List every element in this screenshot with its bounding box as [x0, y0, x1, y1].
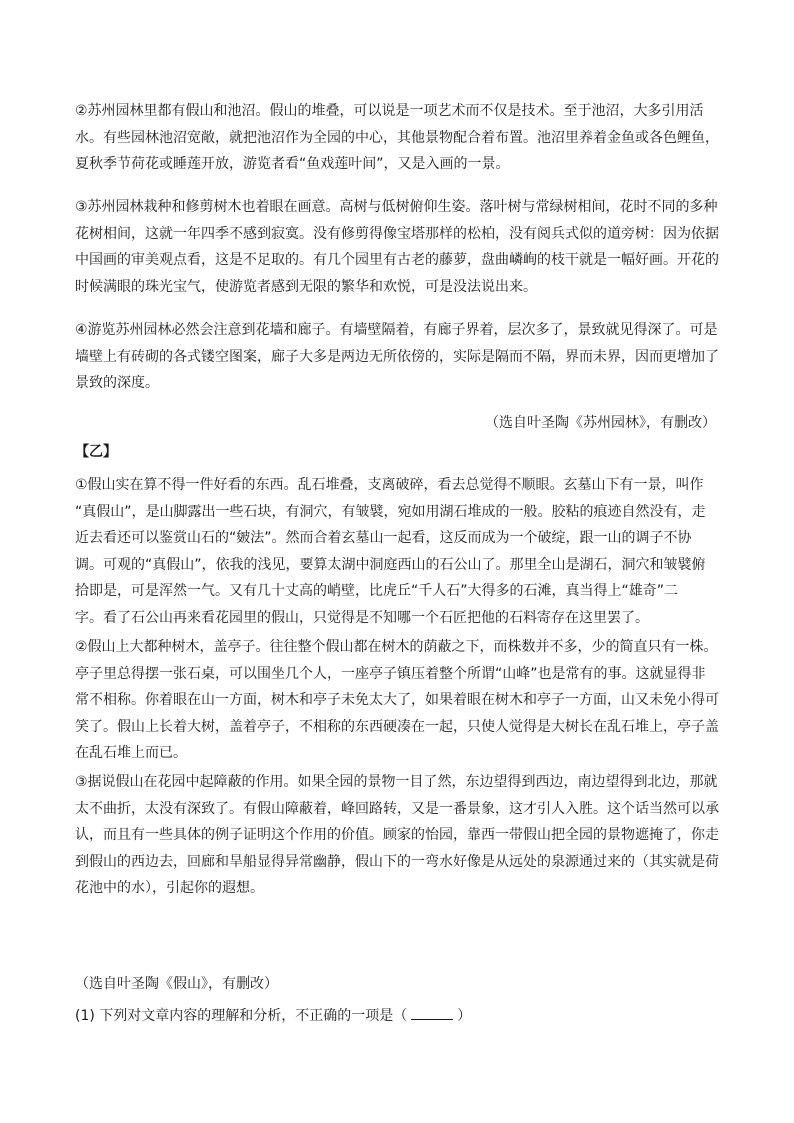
paragraph-yi-2: [75, 634, 725, 767]
question-1: [75, 1003, 471, 1029]
question-suffix: ）: [457, 1008, 472, 1024]
text-line: ①假山实在算不得一件好看的东西。乱石堆叠，支离破碎，看去总觉得不顺眼。玄墓山下有一景，叫作: [75, 477, 704, 493]
source-citation-jia: （选自叶圣陶《苏州园林》，有删改）: [485, 415, 716, 431]
text-line: 中国画的审美观点看，这是不足取的。有几个园里有古老的藤萝，盘曲嶙峋的枝干就是一幅好画。开花的: [75, 252, 719, 269]
text-line: 景致的深度。: [75, 375, 159, 392]
section-heading-yi: 【乙】: [75, 444, 117, 460]
text-line: 拾即是，可是浑然一气。又有几十丈高的峭壁，比虎丘“千人石”大得多的石滩，真当得上“雄奇”二: [75, 583, 679, 600]
text-line: 水。有些园林池沼宽敞，就把池沼作为全园的中心，其他景物配合着布置。池沼里养着金鱼或各色鲤鱼，: [75, 129, 719, 146]
text-line: 认，而且有一些具体的例子证明这个作用的价值。顾家的怡园，靠西一带假山把全园的景物遮掩了，你走: [75, 827, 719, 844]
text-line: 时候满眼的珠光宝气，使游览者感到无限的繁华和欢悦，可是没法说出来。: [75, 278, 537, 295]
text-line: 在乱石堆上而已。: [75, 745, 187, 762]
text-line: 调。可观的“真假山”，依我的浅见，要算太湖中洞庭西山的石公山了。那里全山是湖石，洞穴和皱襞俯: [75, 556, 706, 573]
answer-blank[interactable]: [411, 1005, 453, 1020]
text-line: 近去看还可以鉴赏山石的“皴法”。然而合着玄墓山一起看，这反而成为一个破绽，跟一山的调子不协: [75, 530, 692, 547]
text-line: ③苏州园林栽种和修剪树木也着眼在画意。高树与低树俯仰生姿。落叶树与常绿树相间，花时不同的多种: [75, 199, 718, 215]
paragraph-jia-2: [75, 98, 725, 178]
paragraph-jia-3: [75, 194, 725, 300]
paragraph-jia-4: [75, 317, 725, 397]
text-line: “真假山”，是山脚露出一些石块，有洞穴，有皱襞，宛如用湖石堆成的一般。胶粘的痕迹自然没有，走: [75, 503, 706, 520]
text-line: 常不相称。你着眼在山一方面，树木和亭子未免太大了，如果着眼在树木和亭子一方面，山又未免小得可: [75, 692, 719, 709]
text-line: 太不曲折，太没有深致了。有假山障蔽着，峰回路转，又是一番景象，这才引人入胜。这个话当然可以承: [75, 800, 719, 817]
text-line: 亭子里总得摆一张石桌，可以围坐几个人，一座亭子镇压着整个所谓“山峰”也是常有的事。这就显得非: [75, 665, 706, 682]
text-line: ④游览苏州园林必然会注意到花墙和廊子。有墙壁隔着，有廊子界着，层次多了，景致就见得深了。可是: [75, 322, 718, 338]
text-line: ②假山上大都种树木，盖亭子。往往整个假山都在树木的荫蔽之下，而株数并不多，少的简直只有一株。: [75, 639, 718, 655]
paragraph-yi-1: [75, 472, 725, 632]
text-line: 夏秋季节荷花或睡莲开放，游览者看“鱼戏莲叶间”，又是入画的一景。: [75, 156, 510, 173]
text-line: 笑了。假山上长着大树，盖着亭子，不相称的东西硬凑在一起，只使人觉得是大树长在乱石堆上，亭子盖: [75, 718, 719, 735]
text-line: 花池中的水），引起你的遐想。: [75, 880, 264, 897]
paragraph-yi-3: [75, 769, 725, 902]
question-prefix: (1) 下列对文章内容的理解和分析，不正确的一项是（: [75, 1008, 408, 1024]
text-line: ②苏州园林里都有假山和池沼。假山的堆叠，可以说是一项艺术而不仅是技术。至于池沼，大多引用活: [75, 103, 704, 119]
text-line: ③据说假山在花园中起障蔽的作用。如果全园的景物一目了然，东边望得到西边，南边望得到北边，那就: [75, 774, 718, 790]
source-citation-yi: （选自叶圣陶《假山》，有删改）: [75, 976, 278, 992]
text-line: 到假山的西边去，回廊和旱船显得异常幽静，假山下的一弯水好像是从远处的泉源通过来的（其实就是荷: [75, 853, 719, 870]
text-line: 字。看了石公山再来看花园里的假山，只觉得是不知哪一个石匠把他的石料寄存在这里罢了。: [75, 609, 649, 626]
text-line: 墙壁上有砖砌的各式镂空图案，廊子大多是两边无所依傍的，实际是隔而不隔，界而未界，因而更增加了: [75, 348, 719, 365]
text-line: 花树相间，这就一年四季不感到寂寞。没有修剪得像宝塔那样的松柏，没有阅兵式似的道旁树：因为依据: [75, 225, 719, 242]
